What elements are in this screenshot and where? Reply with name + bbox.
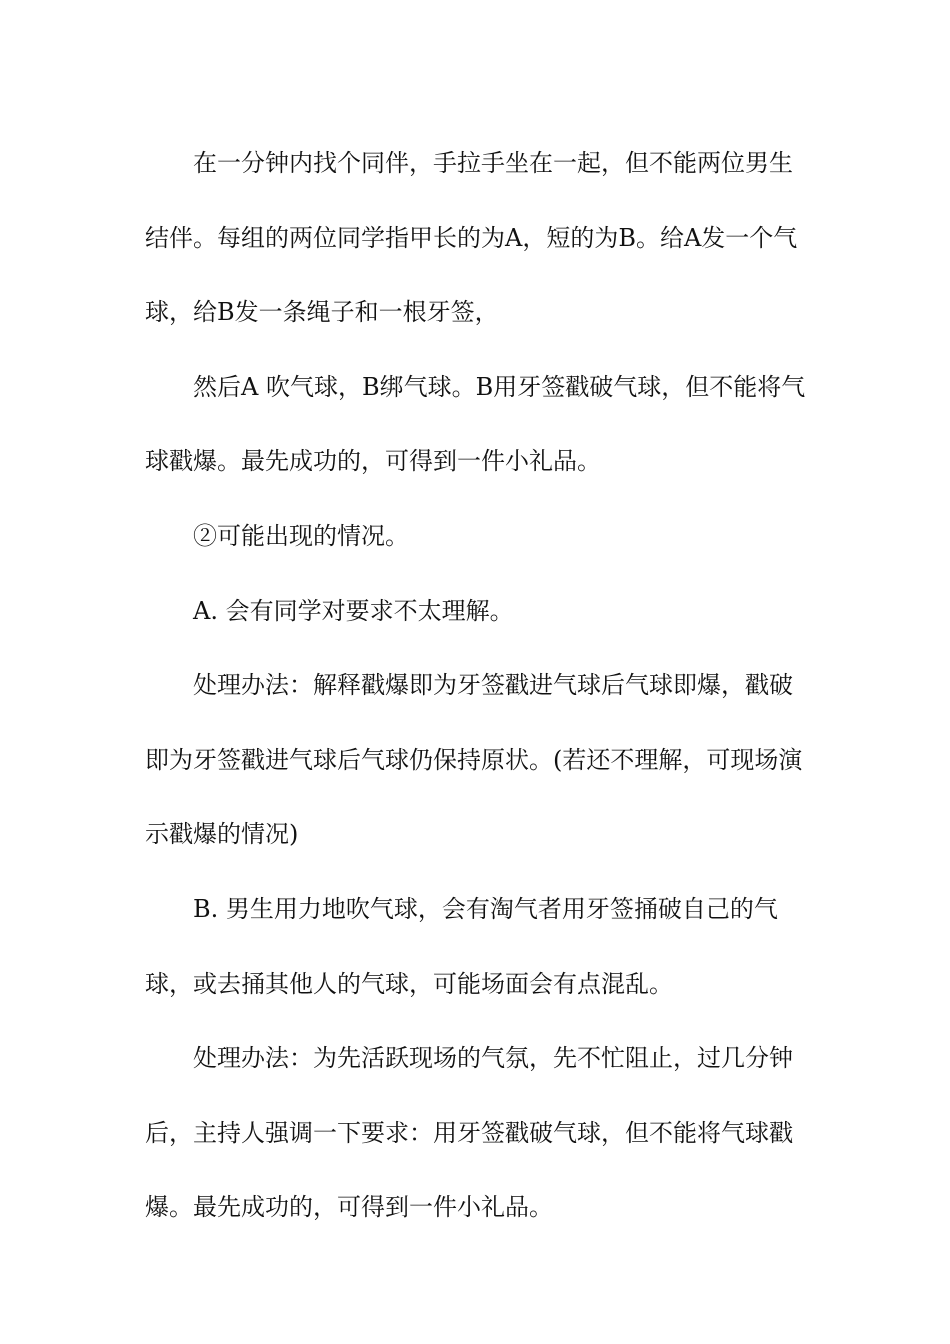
paragraph-solution-a: 处理办法：解释戳爆即为牙签戳进气球后气球即爆，戳破即为牙签戳进气球后气球仍保持原状。(若还不理解，可现场演示戳爆的情况) [145, 671, 803, 849]
paragraph-solution-b: 处理办法：为先活跃现场的气氛，先不忙阻止，过几分钟后，主持人强调一下要求：用牙签戳破气球，但不能将气球戳爆。最先成功的，可得到一件小礼品。 [145, 1044, 793, 1222]
document-body [145, 126, 815, 1245]
paragraph-possible-situations-heading: ②可能出现的情况。 [193, 521, 409, 550]
paragraph-partner-instructions: 在一分钟内找个同伴，手拉手坐在一起，但不能两位男生结伴。每组的两位同学指甲长的为A，短的为B。给A发一个气球，给B发一条绳子和一根牙签， [145, 149, 798, 327]
paragraph-balloon-task: 然后A 吹气球，B绑气球。B用牙签戳破气球，但不能将气球戳爆。最先成功的，可得到一件小礼品。 [145, 372, 806, 476]
paragraph-situation-b: B. 男生用力地吹气球，会有淘气者用牙签捅破自己的气球，或去捅其他人的气球，可能场面会有点混乱。 [145, 894, 778, 998]
paragraph-situation-a: A. 会有同学对要求不太理解。 [193, 596, 514, 625]
